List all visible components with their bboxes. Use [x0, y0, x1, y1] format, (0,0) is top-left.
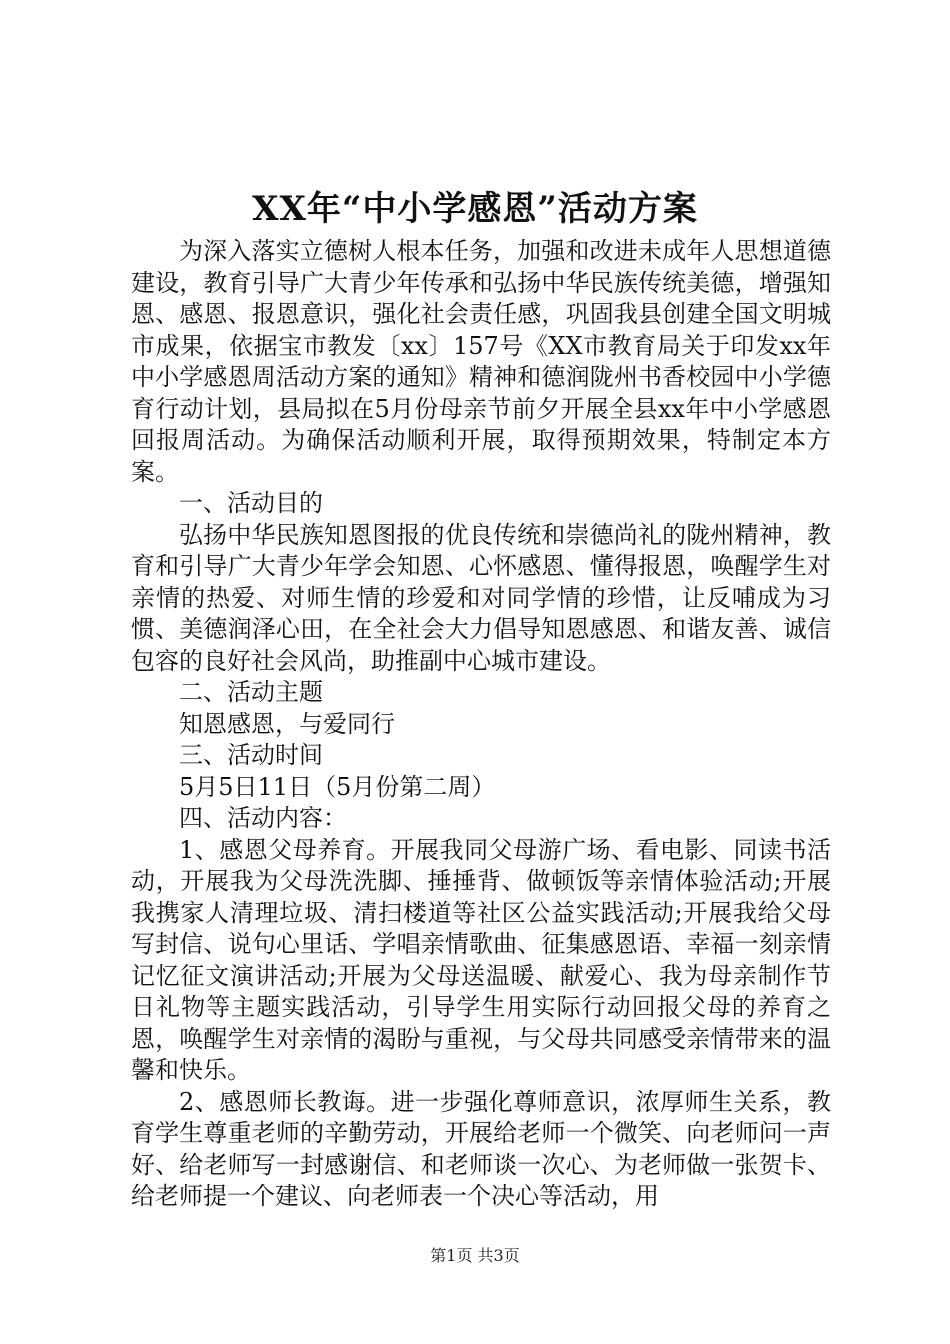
- document-body: [131, 236, 831, 1213]
- page-footer: 第1页 共3页: [430, 1246, 520, 1265]
- purpose-paragraph: 弘扬中华民族知恩图报的优良传统和崇德尚礼的陇州精神，教育和引导广大青少年学会知恩、心怀感恩、懂得报恩，唤醒学生对亲情的热爱、对师生情的珍爱和对同学情的珍惜，让反哺成为习惯、美德润泽心田，在全社会大力倡导知恩感恩、和谐友善、诚信包容的良好社会风尚，助推副中心城市建设。: [131, 520, 831, 675]
- document-title: XX年“中小学感恩”活动方案: [252, 189, 698, 229]
- content-item-2-paragraph: 2、感恩师长教诲。进一步强化尊师意识，浓厚师生关系，教育学生尊重老师的辛勤劳动，开展给老师一个微笑、向老师问一声好、给老师写一封感谢信、和老师谈一次心、为老师做一张贺卡、给老师提一个建议、向老师表一个决心等活动，用: [131, 1087, 831, 1210]
- theme-text: 知恩感恩，与爱同行: [179, 709, 395, 738]
- section-heading-time: 三、活动时间: [179, 741, 323, 769]
- section-heading-purpose: 一、活动目的: [179, 489, 323, 517]
- section-heading-content: 四、活动内容：: [179, 804, 347, 832]
- time-text: 5月5日11日（5月份第二周）: [179, 772, 496, 801]
- content-item-1-paragraph: 1、感恩父母养育。开展我同父母游广场、看电影、同读书活动，开展我为父母洗洗脚、捶捶背、做顿饭等亲情体验活动;开展我携家人清理垃圾、清扫楼道等社区公益实践活动;开展我给父母写封信、说句心里话、学唱亲情歌曲、征集感恩语、幸福一刻亲情记忆征文演讲活动;开展为父母送温暖、献爱心、我为母亲制作节日礼物等主题实践活动，引导学生用实际行动回报父母的养育之恩，唤醒学生对亲情的渴盼与重视，与父母共同感受亲情带来的温馨和快乐。: [131, 835, 831, 1084]
- section-heading-theme: 二、活动主题: [179, 678, 323, 706]
- intro-paragraph: 为深入落实立德树人根本任务，加强和改进未成年人思想道德建设，教育引导广大青少年传承和弘扬中华民族传统美德，增强知恩、感恩、报恩意识，强化社会责任感，巩固我县创建全国文明城市成果，依据宝市教发〔xx〕157号《XX市教育局关于印发xx年中小学感恩周活动方案的通知》精神和德润陇州书香校园中小学德育行动计划，县局拟在5月份母亲节前夕开展全县xx年中小学感恩回报周活动。为确保活动顺利开展，取得预期效果，特制定本方案。: [131, 237, 831, 486]
